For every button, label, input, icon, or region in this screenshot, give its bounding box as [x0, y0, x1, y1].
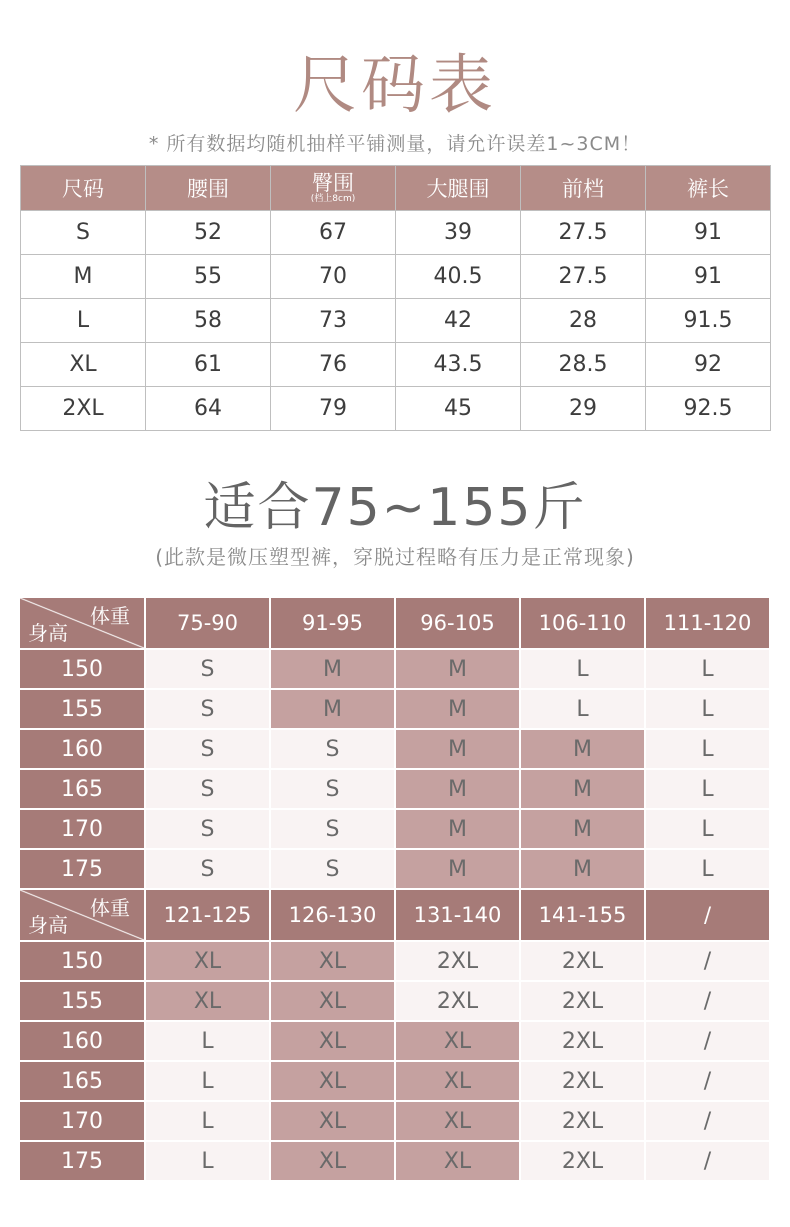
- recommended-size-cell: M: [520, 849, 645, 889]
- recommended-size-cell: 2XL: [520, 1061, 645, 1101]
- fit-row: [20, 729, 770, 769]
- size-chart-cell: 43.5: [396, 343, 521, 387]
- weight-axis-label: 体重: [90, 896, 130, 920]
- height-row-header: 170: [20, 1101, 145, 1141]
- header-thigh: 大腿围: [396, 166, 521, 211]
- size-chart-cell: 42: [396, 299, 521, 343]
- weight-range-header: 121-125: [145, 890, 270, 941]
- header-hip-note: (档上8cm): [310, 194, 356, 204]
- size-chart-cell: 45: [396, 387, 521, 431]
- size-chart-cell: 52: [146, 211, 271, 255]
- recommended-size-cell: M: [395, 769, 520, 809]
- height-row-header: 175: [20, 1141, 145, 1181]
- recommended-size-cell: /: [645, 941, 770, 981]
- recommended-size-cell: XL: [395, 1101, 520, 1141]
- recommended-size-cell: 2XL: [395, 941, 520, 981]
- fit-row: [20, 849, 770, 889]
- size-chart-cell: 70: [271, 255, 396, 299]
- header-size: 尺码: [21, 166, 146, 211]
- page-title: 尺码表: [293, 49, 497, 123]
- recommended-size-cell: S: [145, 649, 270, 689]
- recommended-size-cell: 2XL: [520, 1141, 645, 1181]
- size-chart-cell: S: [21, 211, 146, 255]
- height-row-header: 150: [20, 649, 145, 689]
- weight-range-header: 126-130: [270, 890, 395, 941]
- size-chart-cell: 29: [521, 387, 646, 431]
- recommended-size-cell: M: [395, 689, 520, 729]
- height-row-header: 165: [20, 1061, 145, 1101]
- size-chart-cell: 64: [146, 387, 271, 431]
- recommended-size-cell: 2XL: [395, 981, 520, 1021]
- weight-range-header: 96-105: [395, 598, 520, 649]
- weight-range-header: 111-120: [645, 598, 770, 649]
- size-chart-cell: 27.5: [521, 211, 646, 255]
- recommended-size-cell: M: [395, 849, 520, 889]
- fit-row: [20, 941, 770, 981]
- size-chart-cell: 67: [271, 211, 396, 255]
- recommended-size-cell: XL: [270, 981, 395, 1021]
- recommended-size-cell: /: [645, 1021, 770, 1061]
- recommended-size-cell: M: [395, 649, 520, 689]
- size-chart-cell: 92: [646, 343, 771, 387]
- size-chart-header-row: [21, 166, 771, 211]
- header-length: 裤长: [646, 166, 771, 211]
- size-chart-cell: M: [21, 255, 146, 299]
- recommended-size-cell: L: [145, 1061, 270, 1101]
- recommended-size-cell: /: [645, 1101, 770, 1141]
- recommended-size-cell: S: [270, 809, 395, 849]
- recommended-size-cell: L: [145, 1141, 270, 1181]
- recommended-size-cell: L: [645, 649, 770, 689]
- fit-header-row: [20, 598, 770, 649]
- size-chart-cell: 73: [271, 299, 396, 343]
- height-row-header: 155: [20, 689, 145, 729]
- recommended-size-cell: /: [645, 1141, 770, 1181]
- height-axis-label: 身高: [28, 913, 68, 937]
- weight-range-header: /: [645, 890, 770, 941]
- size-chart-cell: 91: [646, 211, 771, 255]
- recommended-size-cell: XL: [270, 1101, 395, 1141]
- weight-range-title: 适合75~155斤: [203, 478, 587, 538]
- header-hip: [271, 166, 396, 211]
- recommended-size-cell: XL: [395, 1061, 520, 1101]
- weight-axis-label: 体重: [90, 604, 130, 628]
- height-row-header: 160: [20, 1021, 145, 1061]
- fit-row: [20, 1061, 770, 1101]
- size-chart-cell: 39: [396, 211, 521, 255]
- size-chart-cell: 28.5: [521, 343, 646, 387]
- recommended-size-cell: XL: [270, 1141, 395, 1181]
- recommended-size-cell: L: [145, 1101, 270, 1141]
- fit-row: [20, 1141, 770, 1181]
- recommended-size-cell: L: [645, 769, 770, 809]
- height-row-header: 170: [20, 809, 145, 849]
- size-chart-cell: 27.5: [521, 255, 646, 299]
- size-chart-row: [21, 255, 771, 299]
- size-chart-cell: 76: [271, 343, 396, 387]
- fit-table-2: [20, 890, 771, 1182]
- recommended-size-cell: L: [645, 689, 770, 729]
- weight-range-header: 91-95: [270, 598, 395, 649]
- size-chart-cell: 61: [146, 343, 271, 387]
- size-chart-cell: 92.5: [646, 387, 771, 431]
- recommended-size-cell: XL: [270, 941, 395, 981]
- fit-row: [20, 1021, 770, 1061]
- weight-range-header: 141-155: [520, 890, 645, 941]
- size-chart-cell: 79: [271, 387, 396, 431]
- height-row-header: 150: [20, 941, 145, 981]
- size-chart-cell: 58: [146, 299, 271, 343]
- fit-table-1: [20, 598, 771, 890]
- header-front-rise: 前档: [521, 166, 646, 211]
- corner-cell: [20, 598, 145, 649]
- fit-note: (此款是微压塑型裤，穿脱过程略有压力是正常现象): [155, 545, 635, 569]
- height-row-header: 175: [20, 849, 145, 889]
- header-waist: 腰围: [146, 166, 271, 211]
- size-chart-cell: XL: [21, 343, 146, 387]
- fit-row: [20, 689, 770, 729]
- recommended-size-cell: /: [645, 981, 770, 1021]
- weight-range-header: 131-140: [395, 890, 520, 941]
- fit-row: [20, 769, 770, 809]
- size-chart-cell: 55: [146, 255, 271, 299]
- recommended-size-cell: M: [520, 769, 645, 809]
- recommended-size-cell: S: [145, 809, 270, 849]
- recommended-size-cell: M: [520, 809, 645, 849]
- recommended-size-cell: XL: [395, 1021, 520, 1061]
- size-chart-cell: 91.5: [646, 299, 771, 343]
- recommended-size-cell: M: [270, 649, 395, 689]
- recommended-size-cell: S: [145, 849, 270, 889]
- recommended-size-cell: L: [520, 649, 645, 689]
- recommended-size-cell: L: [520, 689, 645, 729]
- recommended-size-cell: M: [270, 689, 395, 729]
- recommended-size-cell: L: [645, 809, 770, 849]
- recommended-size-cell: L: [145, 1021, 270, 1061]
- recommended-size-cell: XL: [395, 1141, 520, 1181]
- recommended-size-cell: L: [645, 729, 770, 769]
- size-chart-cell: 2XL: [21, 387, 146, 431]
- height-row-header: 165: [20, 769, 145, 809]
- size-chart-row: [21, 343, 771, 387]
- recommended-size-cell: 2XL: [520, 1101, 645, 1141]
- fit-row: [20, 649, 770, 689]
- recommended-size-cell: /: [645, 1061, 770, 1101]
- recommended-size-cell: S: [145, 729, 270, 769]
- size-chart-cell: 91: [646, 255, 771, 299]
- recommended-size-cell: XL: [270, 1061, 395, 1101]
- recommended-size-cell: S: [145, 769, 270, 809]
- recommended-size-cell: M: [520, 729, 645, 769]
- fit-row: [20, 1101, 770, 1141]
- size-chart-cell: 40.5: [396, 255, 521, 299]
- fit-row: [20, 981, 770, 1021]
- height-row-header: 160: [20, 729, 145, 769]
- size-chart-cell: 28: [521, 299, 646, 343]
- recommended-size-cell: M: [395, 809, 520, 849]
- corner-cell: [20, 890, 145, 941]
- recommended-size-cell: M: [395, 729, 520, 769]
- recommended-size-cell: 2XL: [520, 941, 645, 981]
- recommended-size-cell: L: [645, 849, 770, 889]
- weight-range-header: 106-110: [520, 598, 645, 649]
- fit-header-row: [20, 890, 770, 941]
- recommended-size-cell: S: [270, 769, 395, 809]
- weight-range-header: 75-90: [145, 598, 270, 649]
- size-chart-row: [21, 299, 771, 343]
- recommended-size-cell: S: [270, 849, 395, 889]
- recommended-size-cell: 2XL: [520, 1021, 645, 1061]
- recommended-size-cell: XL: [145, 981, 270, 1021]
- recommended-size-cell: S: [270, 729, 395, 769]
- recommended-size-cell: XL: [145, 941, 270, 981]
- recommended-size-cell: XL: [270, 1021, 395, 1061]
- size-chart-row: [21, 387, 771, 431]
- height-row-header: 155: [20, 981, 145, 1021]
- fit-row: [20, 809, 770, 849]
- recommended-size-cell: 2XL: [520, 981, 645, 1021]
- measurement-note: * 所有数据均随机抽样平铺测量，请允许误差1~3CM！: [148, 133, 642, 155]
- size-chart-row: [21, 211, 771, 255]
- recommended-size-cell: S: [145, 689, 270, 729]
- size-chart-cell: L: [21, 299, 146, 343]
- height-axis-label: 身高: [28, 621, 68, 645]
- size-chart-table: [20, 165, 771, 431]
- header-hip-label: 臀围: [312, 171, 354, 195]
